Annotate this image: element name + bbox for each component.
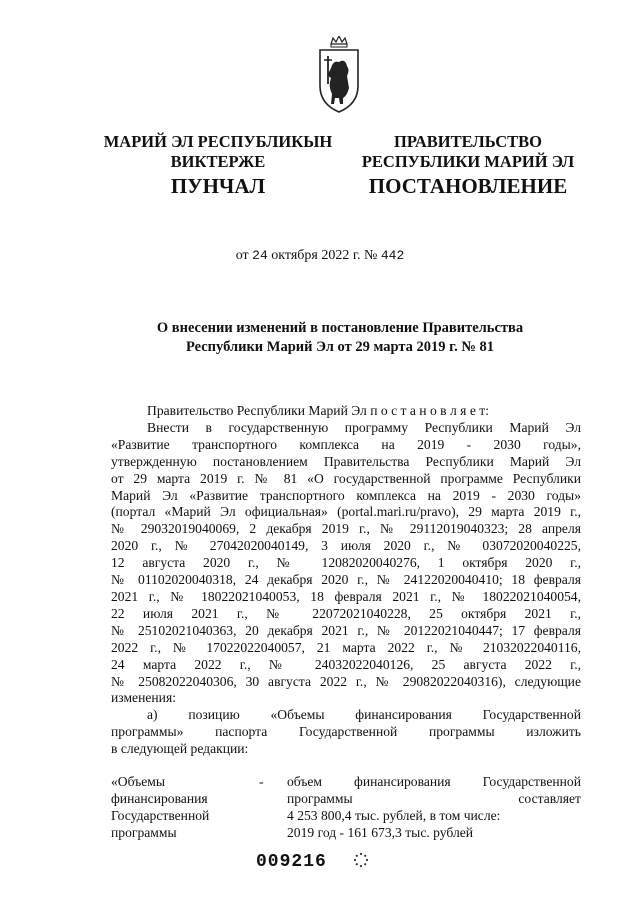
body-line: от 29 марта 2019 г. № 81 «О государственной программе Республики (111, 470, 581, 486)
body-line: 2020 г., № 27042020040149, 3 июля 2020 г., № 03072020040225, (111, 538, 581, 554)
table-left-line: программы (111, 824, 177, 840)
body-line: утвержденную постановлением Правительства Республики Марий Эл (111, 453, 581, 469)
document-body (111, 403, 581, 758)
body-line: «Развитие транспортного комплекса на 2019 - 2030 годы», (111, 436, 581, 452)
body-line: 24 марта 2022 г., № 24032022040126, 25 августа 2022 г., (111, 656, 581, 672)
table-right-line: объем финансирования Государственной (287, 774, 581, 789)
header-left-line2: ВИКТЕРЖЕ (170, 152, 266, 171)
serial-number: 009216 (256, 852, 327, 872)
table-left-line: «Объемы (111, 774, 165, 789)
body-line: 2022 г., № 17022022040057, 21 марта 2022 г., № 21032022040116, (111, 639, 581, 655)
table-right-line: 2019 год - 161 673,3 тыс. рублей (287, 824, 474, 840)
body-line: № 25082022040306, 30 августа 2022 г., № 29082022040316), следующие (111, 673, 581, 689)
subpoint-line: программы» паспорта Государственной программы изложить (111, 724, 581, 740)
document-number: 442 (380, 248, 405, 263)
body-line: № 01102020040318, 24 декабря 2020 г., № 24122020040410; 18 февраля (111, 572, 581, 588)
body-line: Марий Эл «Развитие транспортного комплекса на 2019 - 2030 годы» (111, 487, 581, 503)
body-line: № 25102021040363, 20 декабря 2021 г., № 20122021040447; 17 февраля (111, 622, 581, 638)
header-left-mari (98, 132, 338, 172)
date-day: 24 (252, 248, 268, 263)
body-line: 22 июля 2021 г., № 22072021040228, 25 октября 2021 г., (111, 605, 581, 621)
body-line: № 29032019040069, 2 декабря 2019 г., № 29112019040323; 28 апреля (111, 521, 581, 537)
header-left-line1: МАРИЙ ЭЛ РЕСПУБЛИКЫН (103, 132, 333, 151)
date-line (0, 248, 640, 264)
table-right-line: 4 253 800,4 тыс. рублей, в том числе: (287, 807, 501, 823)
passport-table-left (111, 774, 251, 842)
doc-type-mari: ПУНЧАЛ (170, 174, 266, 198)
body-line: 12 августа 2020 г., № 12082020040276, 1 октября 2020 г., (111, 555, 581, 571)
subpoint-line: в следующей редакции: (111, 741, 249, 757)
body-line: Внести в государственную программу Республики Марий Эл (147, 419, 581, 435)
table-left-line: Государственной (111, 807, 210, 823)
body-line: изменения: (111, 690, 176, 706)
document-title (100, 319, 580, 357)
doc-type-russian: ПОСТАНОВЛЕНИЕ (368, 174, 568, 198)
header-right-line2: РЕСПУБЛИКИ МАРИЙ ЭЛ (361, 152, 575, 171)
date-prefix: от (235, 248, 249, 263)
table-left-line: финансирования (111, 790, 208, 806)
date-month-year: октября 2022 г. № (271, 248, 378, 263)
table-right-line: программы составляет (287, 790, 581, 806)
title-line2: Республики Марий Эл от 29 марта 2019 г. № 81 (185, 339, 495, 355)
table-dash: - (259, 774, 264, 789)
subpoint-line: а) позицию «Объемы финансирования Государственной (147, 707, 581, 723)
rosette-icon (353, 852, 369, 868)
header-right-line1: ПРАВИТЕЛЬСТВО (394, 132, 542, 151)
intro-line: Правительство Республики Марий Эл п о с т а н о в л я е т: (147, 403, 489, 418)
passport-table-right (287, 774, 581, 842)
coat-of-arms-icon (317, 36, 361, 114)
header-right-russian (352, 132, 584, 172)
title-line1: О внесении изменений в постановление Правительства (156, 320, 524, 336)
body-line: (портал «Марий Эл официальная» (portal.mari.ru/pravo), 29 марта 2019 г., (111, 504, 581, 520)
body-line: 2021 г., № 18022021040053, 18 февраля 2021 г., № 18022021040054, (111, 588, 581, 604)
